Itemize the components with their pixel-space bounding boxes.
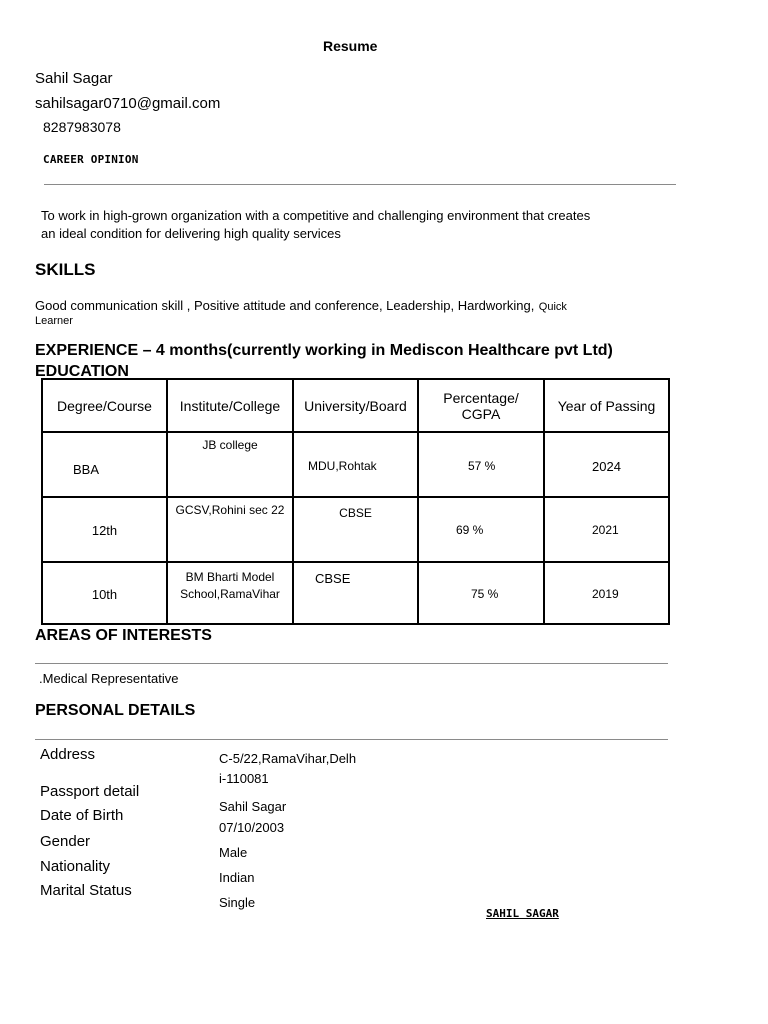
- value-gender: Male: [219, 845, 248, 860]
- percent-value: 57 %: [468, 459, 496, 473]
- document-title: Resume: [323, 38, 378, 54]
- degree-cell: [42, 562, 167, 624]
- value-passport: Sahil Sagar: [219, 799, 287, 814]
- skills-text: [35, 297, 567, 315]
- skills-heading: SKILLS: [35, 260, 96, 279]
- board-cell: [293, 562, 418, 624]
- year-value: 2024: [592, 459, 621, 474]
- label-dob: Date of Birth: [40, 807, 124, 824]
- value-dob: 07/10/2003: [219, 820, 285, 835]
- institute-cell: [167, 562, 293, 624]
- degree-cell: [42, 497, 167, 562]
- value-address-line1: C-5/22,RamaVihar,Delh: [219, 751, 357, 766]
- interests-heading: AREAS OF INTERESTS: [35, 627, 212, 644]
- percent-value: 75 %: [471, 587, 499, 601]
- skills-list-small-cont: Learner: [35, 315, 73, 327]
- institute-cell: [167, 497, 293, 562]
- institute-value-line2: School,RamaVihar: [180, 587, 280, 601]
- col-header-percentage-line1: Percentage/: [443, 389, 519, 406]
- education-heading: EDUCATION: [35, 363, 129, 380]
- label-marital: Marital Status: [40, 882, 132, 899]
- year-value: 2021: [592, 523, 619, 537]
- degree-value: BBA: [73, 462, 100, 477]
- skills-list-small: Quick: [538, 301, 567, 313]
- institute-value: JB college: [202, 438, 258, 452]
- signature: SAHIL SAGAR: [486, 907, 559, 920]
- candidate-name: Sahil Sagar: [35, 70, 113, 87]
- board-value: CBSE: [315, 571, 351, 586]
- label-passport: Passport detail: [40, 783, 140, 800]
- board-cell: [293, 432, 418, 497]
- label-address: Address: [40, 746, 96, 763]
- col-header-university: University/Board: [293, 379, 418, 432]
- education-table: [41, 378, 670, 625]
- degree-cell: [42, 432, 167, 497]
- institute-cell: [167, 432, 293, 497]
- institute-value-line1: BM Bharti Model: [185, 570, 275, 584]
- col-header-percentage: [418, 379, 544, 432]
- year-cell: [544, 562, 669, 624]
- year-cell: [544, 432, 669, 497]
- col-header-percentage-line2: CGPA: [461, 405, 501, 422]
- board-value: CBSE: [339, 506, 372, 520]
- institute-value: GCSV,Rohini sec 22: [175, 503, 285, 517]
- career-divider: [44, 184, 676, 185]
- skills-list: Good communication skill , Positive attitude and conference, Leadership, Hardworking,: [35, 298, 535, 313]
- interests-divider: [35, 663, 668, 664]
- label-nationality: Nationality: [40, 858, 111, 875]
- value-marital: Single: [219, 895, 256, 910]
- interest-item: .Medical Representative: [39, 671, 179, 686]
- education-header-row: [42, 379, 669, 432]
- label-gender: Gender: [40, 833, 91, 850]
- col-header-degree: Degree/Course: [42, 379, 167, 432]
- percent-cell: [418, 562, 544, 624]
- table-row: [42, 432, 669, 497]
- col-header-institute: Institute/College: [167, 379, 293, 432]
- career-heading: CAREER OPINION: [43, 153, 139, 166]
- col-header-year: Year of Passing: [544, 379, 669, 432]
- career-text-line1: To work in high-grown organization with a competitive and challenging environment that creates: [41, 208, 591, 223]
- career-text-line2: an ideal condition for delivering high quality services: [41, 226, 341, 241]
- table-row: [42, 562, 669, 624]
- experience-heading: EXPERIENCE – 4 months(currently working in Mediscon Healthcare pvt Ltd): [35, 342, 613, 359]
- value-nationality: Indian: [219, 870, 255, 885]
- year-value: 2019: [592, 587, 619, 601]
- personal-details-heading: PERSONAL DETAILS: [35, 702, 196, 719]
- email-address: sahilsagar0710@gmail.com: [35, 95, 221, 112]
- table-row: [42, 497, 669, 562]
- value-address-line2: i-110081: [219, 771, 269, 786]
- degree-value: 10th: [91, 587, 118, 602]
- degree-value: 12th: [91, 523, 118, 538]
- personal-divider: [35, 739, 668, 740]
- percent-value: 69 %: [456, 523, 484, 537]
- board-value: MDU,Rohtak: [308, 459, 377, 473]
- board-cell: [293, 497, 418, 562]
- year-cell: [544, 497, 669, 562]
- percent-cell: [418, 497, 544, 562]
- phone-number: 8287983078: [43, 119, 121, 135]
- percent-cell: [418, 432, 544, 497]
